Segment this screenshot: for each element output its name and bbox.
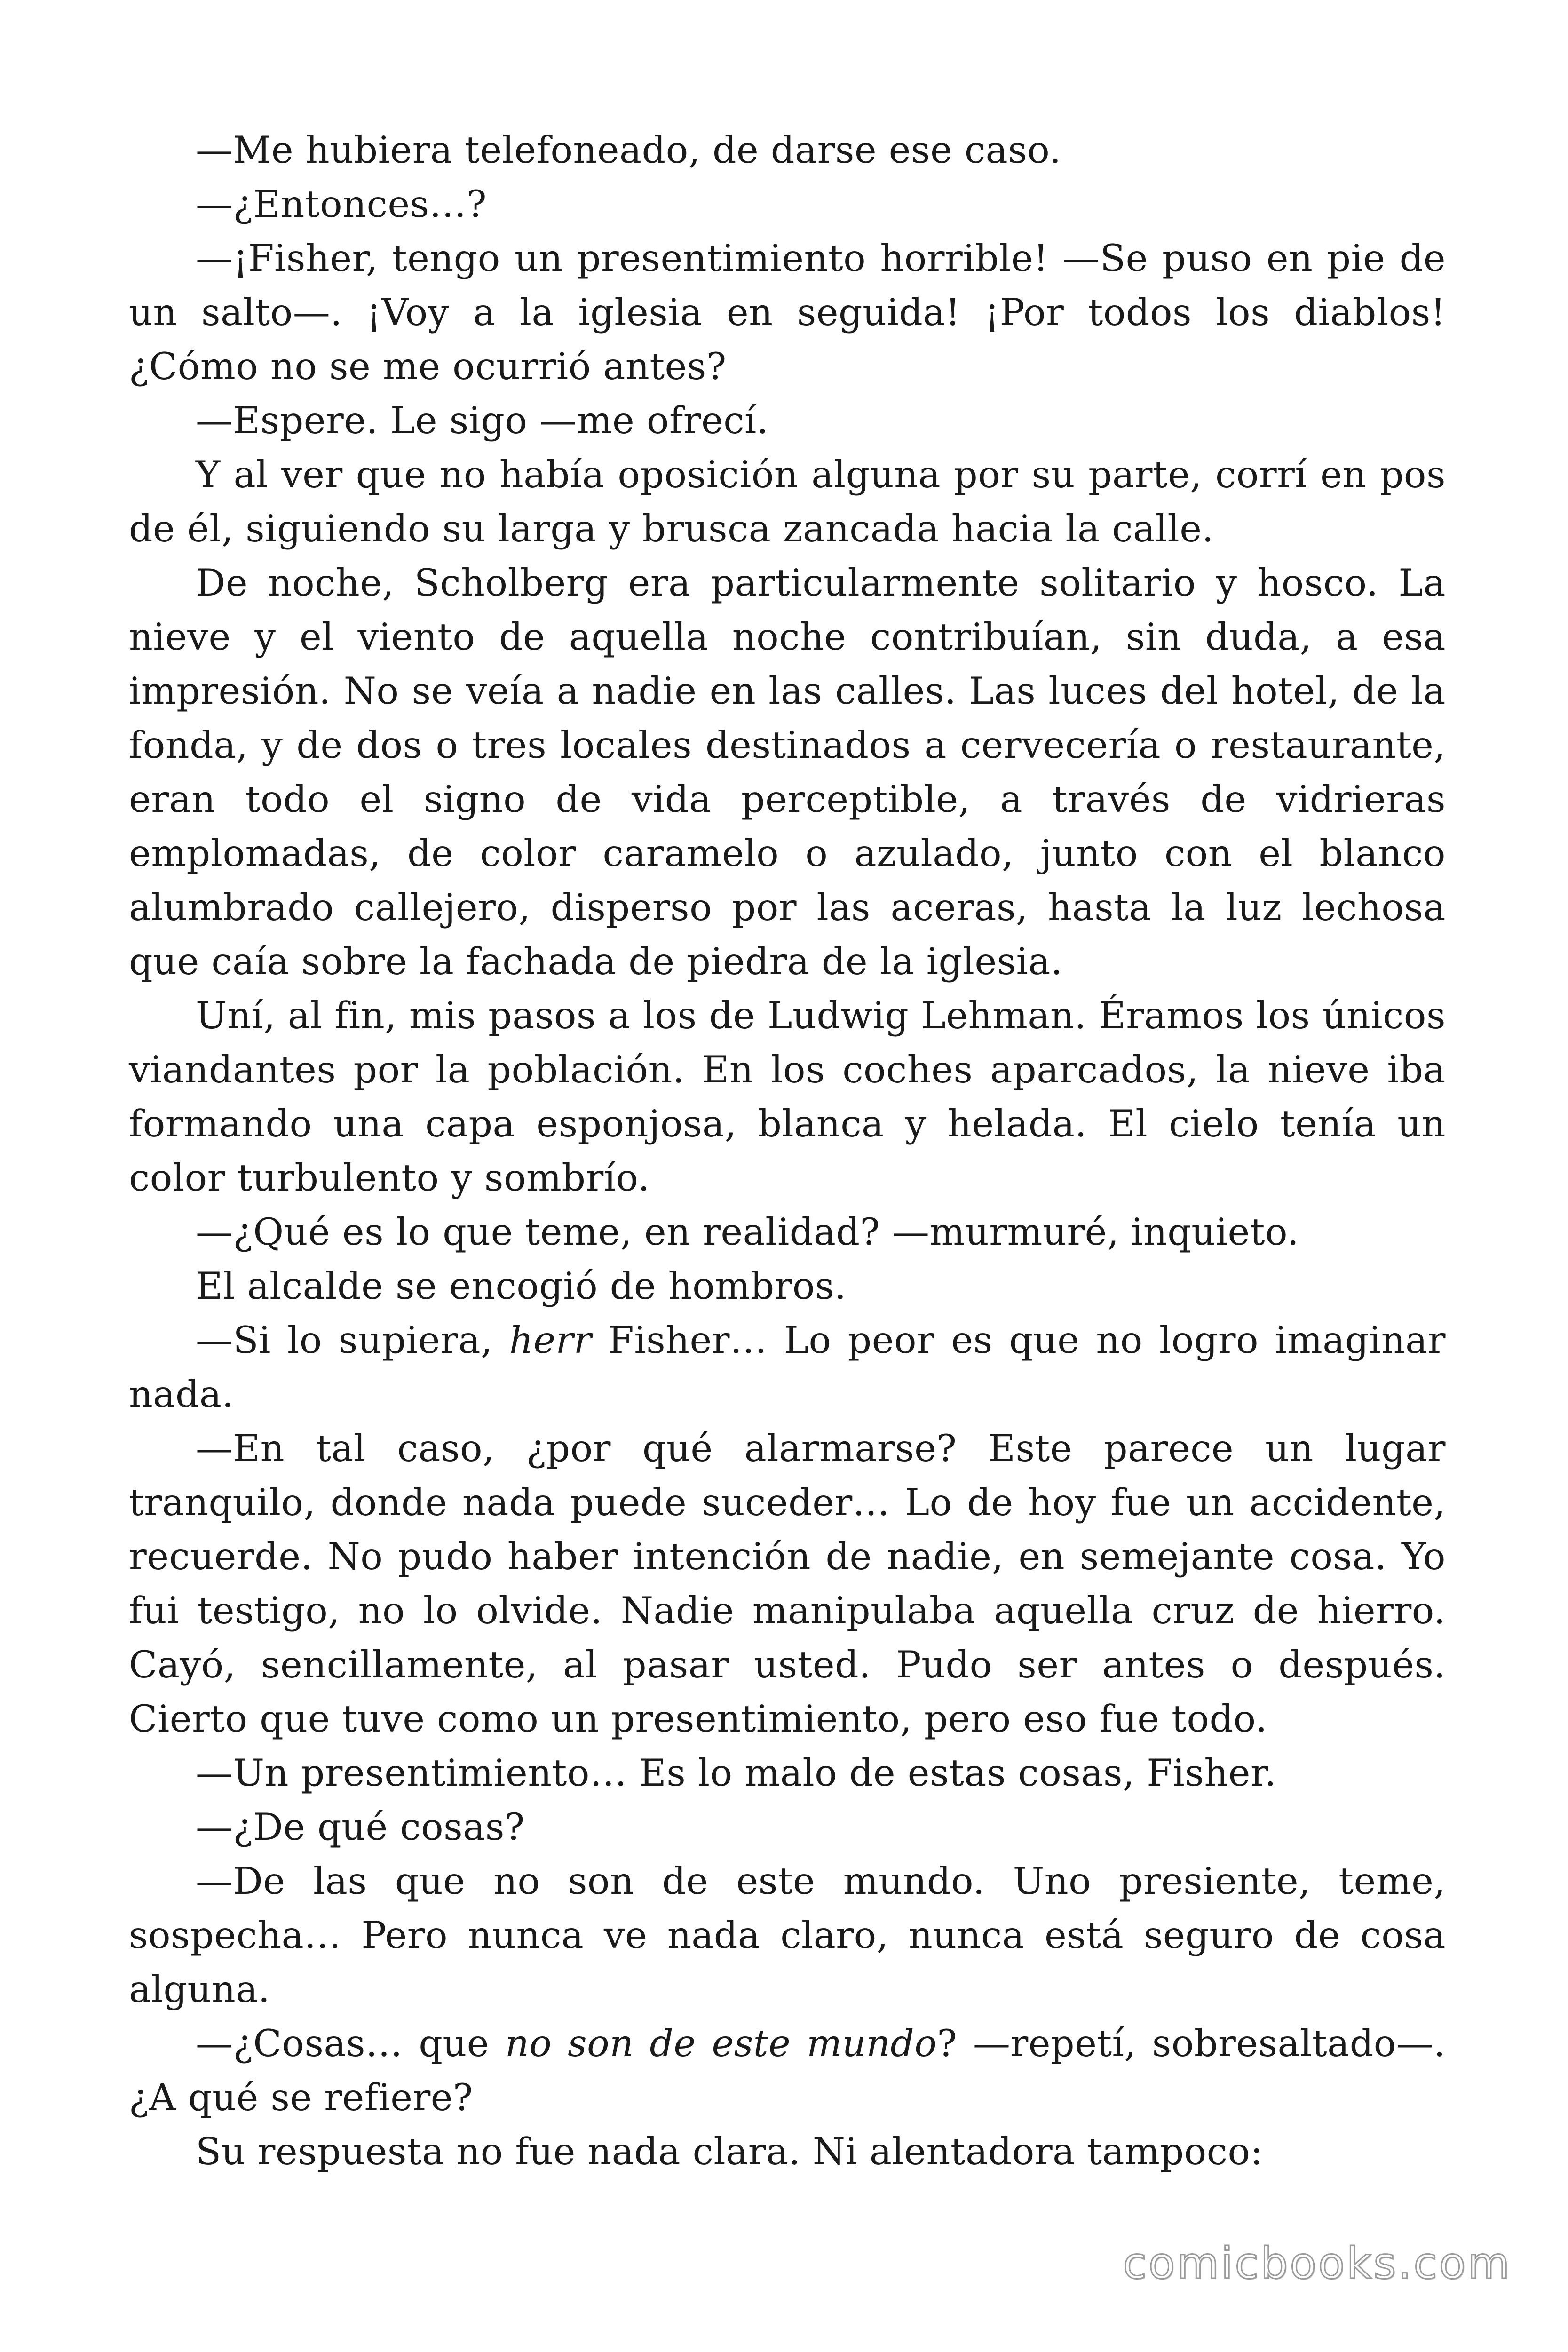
text-run: —¿Entonces…? (196, 183, 487, 226)
text-run: —Espere. Le sigo —me ofrecí. (196, 399, 769, 442)
paragraph (129, 1800, 1446, 1854)
text-run: —De las que no son de este mundo. Uno presiente, teme, sospecha… Pero nunca ve nada claro, nunca está seguro de cosa alguna. (129, 1859, 1446, 2011)
page-text (129, 123, 1446, 2179)
paragraph (129, 989, 1446, 1205)
paragraph (129, 394, 1446, 448)
text-run: ? —repetí, sobresaltado—. ¿A qué se refiere? (129, 2022, 1446, 2119)
text-run: —Si lo supiera, (196, 1319, 509, 1362)
text-run: El alcalde se encogió de hombros. (196, 1264, 847, 1308)
text-run: —¡Fisher, tengo un presentimiento horrible! —Se puso en pie de un salto—. ¡Voy a la iglesia en seguida! ¡Por todos los diablos! ¿Cómo no se me ocurrió antes? (129, 237, 1446, 388)
paragraph (129, 1259, 1446, 1313)
text-run: Y al ver que no había oposición alguna por su parte, corrí en pos de él, siguiendo su larga y brusca zancada hacia la calle. (129, 453, 1446, 550)
text-run: Su respuesta no fue nada clara. Ni alentadora tampoco: (196, 2130, 1263, 2173)
text-run: —¿Qué es lo que teme, en realidad? —murmuré, inquieto. (196, 1210, 1299, 1254)
paragraph (129, 448, 1446, 556)
paragraph (129, 1205, 1446, 1259)
text-run: Uní, al fin, mis pasos a los de Ludwig Lehman. Éramos los únicos viandantes por la población. En los coches aparcados, la nieve iba formando una capa esponjosa, blanca y helada. El cielo tenía un color turbulento y sombrío. (129, 994, 1446, 1200)
paragraph (129, 1313, 1446, 1422)
watermark: comicbooks.com (1123, 2238, 1512, 2288)
paragraph (129, 231, 1446, 394)
text-run: —¿Cosas… que (196, 2022, 505, 2065)
italic-text: herr (509, 1319, 592, 1362)
text-run: —¿De qué cosas? (196, 1805, 525, 1849)
paragraph (129, 177, 1446, 231)
text-run: —Un presentimiento… Es lo malo de estas cosas, Fisher. (196, 1751, 1277, 1795)
text-run: Fisher… Lo peor es que no logro imaginar nada. (129, 1319, 1446, 1416)
paragraph (129, 1422, 1446, 1746)
paragraph (129, 1854, 1446, 2017)
paragraph (129, 2017, 1446, 2125)
text-run: —Me hubiera telefoneado, de darse ese caso. (196, 128, 1061, 172)
paragraph (129, 2125, 1446, 2179)
paragraph (129, 1746, 1446, 1800)
paragraph (129, 123, 1446, 177)
paragraph (129, 556, 1446, 989)
italic-text: no son de este mundo (505, 2022, 937, 2065)
text-run: De noche, Scholberg era particularmente solitario y hosco. La nieve y el viento de aquella noche contribuían, sin duda, a esa impresión. No se veía a nadie en las calles. Las luces del hotel, de la fonda, y de dos o tres locales destinados a cervecería o restaurante, eran todo el signo de vida perceptible, a través de vidrieras emplomadas, de color caramelo o azulado, junto con el blanco alumbrado callejero, disperso por las aceras, hasta la luz lechosa que caía sobre la fachada de piedra de la iglesia. (129, 561, 1446, 983)
text-run: —En tal caso, ¿por qué alarmarse? Este parece un lugar tranquilo, donde nada puede suceder… Lo de hoy fue un accidente, recuerde. No pudo haber intención de nadie, en semejante cosa. Yo fui testigo, no lo olvide. Nadie manipulaba aquella cruz de hierro. Cayó, sencillamente, al pasar usted. Pudo ser antes o después. Cierto que tuve como un presentimiento, pero eso fue todo. (129, 1427, 1446, 1740)
